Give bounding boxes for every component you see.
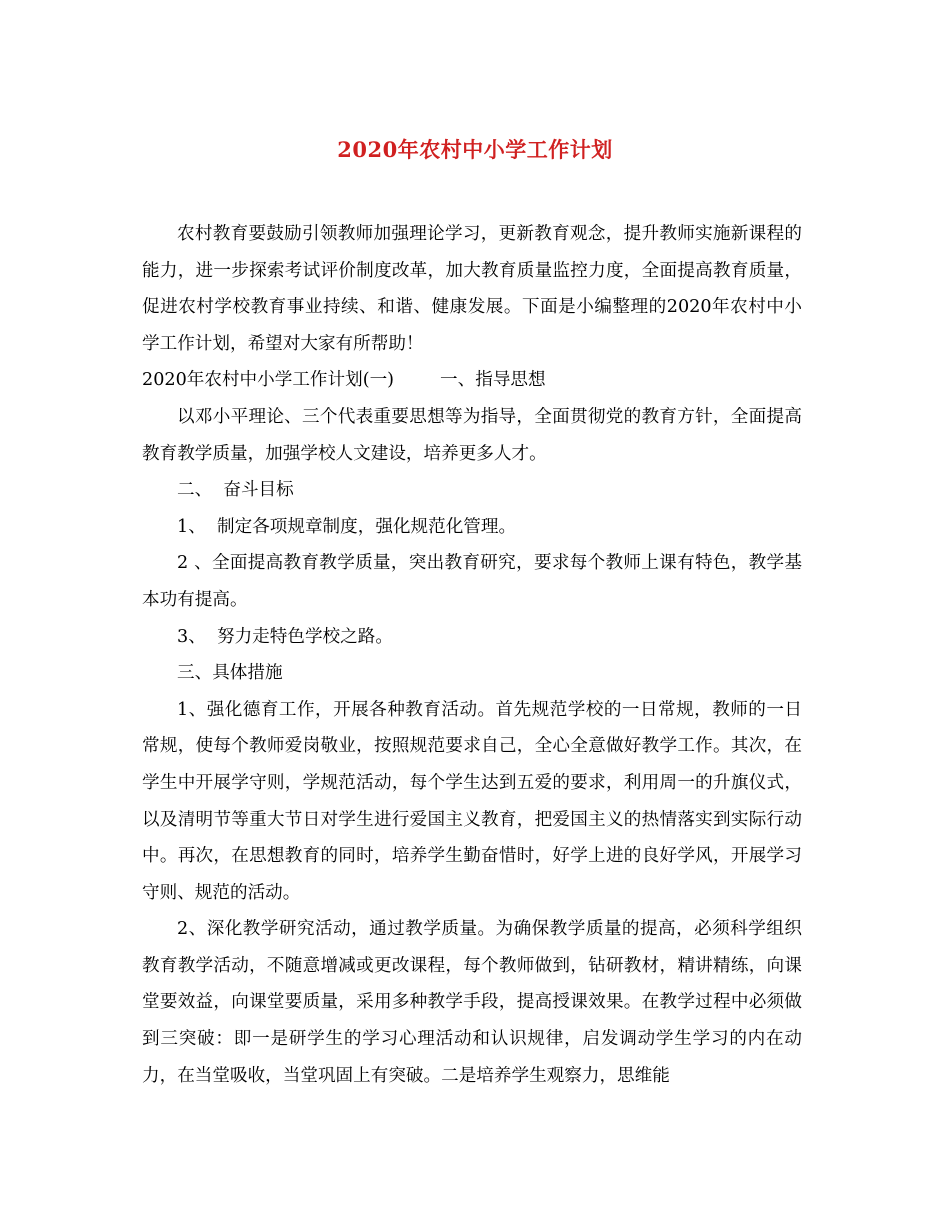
section1-paragraph: 以邓小平理论、三个代表重要思想等为指导，全面贯彻党的教育方针，全面提高教育教学质量，加强学校人文建设，培养更多人才。: [142, 406, 802, 464]
section3-heading: 三、具体措施: [177, 663, 283, 684]
intro-paragraph: 农村教育要鼓励引领教师加强理论学习，更新教育观念，提升教师实施新课程的能力，进一步探索考试评价制度改革，加大教育质量监控力度，全面提高教育质量，促进农村学校教育事业持续、和谐、健康发展。下面是小编整理的2020年农村中小学工作计划，希望对大家有所帮助！: [142, 224, 802, 354]
goal-item-1: 1、 制定各项规章制度，强化规范化管理。: [177, 516, 517, 537]
section1-heading: 一、指导思想: [440, 370, 546, 391]
goal-item-2: 2 、全面提高教育教学质量，突出教育研究，要求每个教师上课有特色，教学基本功有提高。: [142, 553, 802, 610]
document-body: [142, 216, 802, 1094]
goal-item-3: 3、 努力走特色学校之路。: [177, 626, 393, 647]
measure-paragraph-2: 2、深化教学研究活动，通过教学质量。为确保教学质量的提高，必须科学组织教育教学活动，不随意增减或更改课程，每个教师做到，钻研教材，精讲精练，向课堂要效益，向课堂要质量，采用多种教学手段，提高授课效果。在教学过程中必须做到三突破：即一是研学生的学习心理活动和认识规律，启发调动学生学习的内在动力，在当堂吸收，当堂巩固上有突破。二是培养学生观察力，思维能: [142, 919, 802, 1086]
document-title: 2020年农村中小学工作计划: [337, 137, 613, 162]
section2-heading: 二、 奋斗目标: [177, 480, 294, 501]
measure-paragraph-1: 1、强化德育工作，开展各种教育活动。首先规范学校的一日常规，教师的一日常规，使每个教师爱岗敬业，按照规范要求自己，全心全意做好教学工作。其次，在学生中开展学守则，学规范活动，每个学生达到五爱的要求，利用周一的升旗仪式，以及清明节等重大节日对学生进行爱国主义教育，把爱国主义的热情落实到实际行动中。再次，在思想教育的同时，培养学生勤奋惜时，好学上进的良好学风，开展学习守则、规范的活动。: [142, 699, 802, 903]
plan-heading: 2020年农村中小学工作计划(一): [142, 370, 395, 391]
plan-heading-line: [142, 362, 802, 399]
